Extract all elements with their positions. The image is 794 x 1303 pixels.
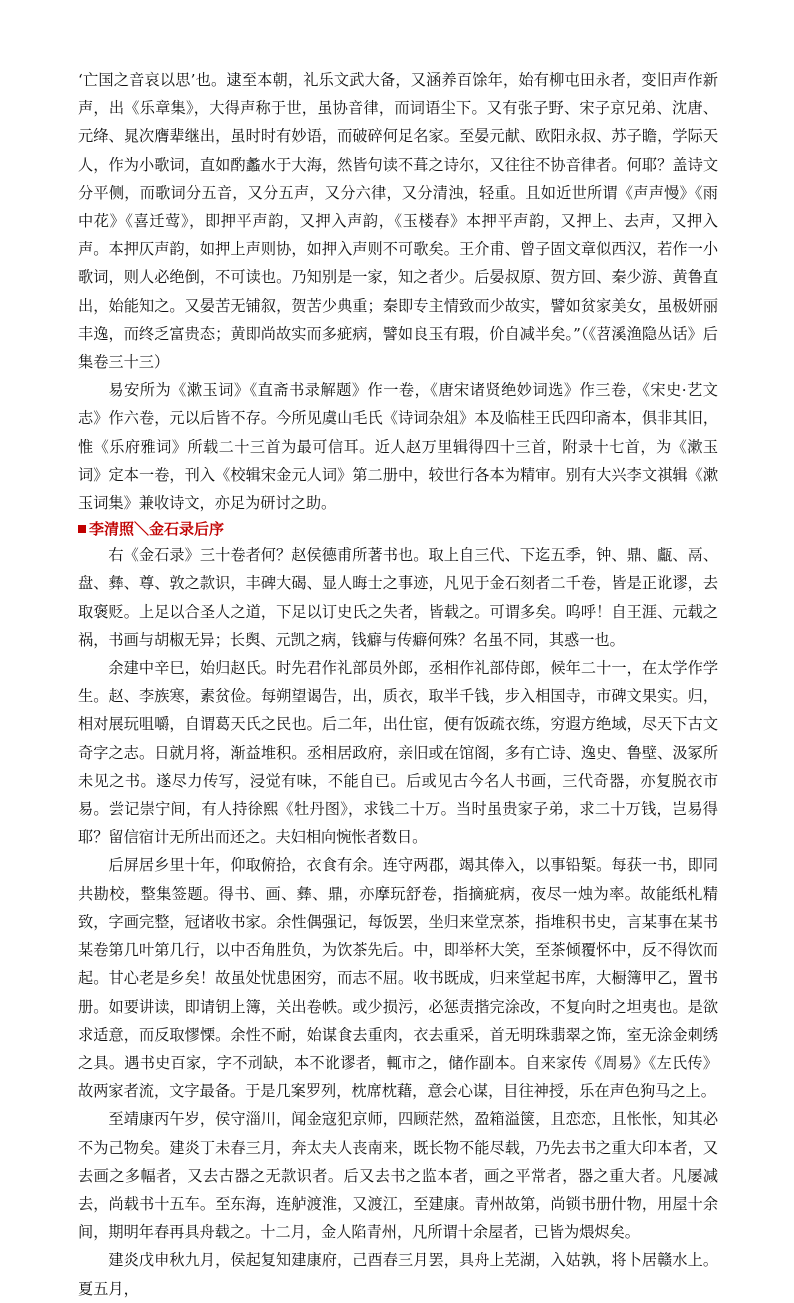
paragraph: 至靖康丙午岁，侯守淄川，闻金寇犯京师，四顾茫然，盈箱溢箧，且恋恋，且怅怅，知其必不为己物矣。建炎丁未春三月，奔太夫人丧南来，既长物不能尽载，乃先去书之重大印本者，又去画之多幅者，又去古器之无款识者。后又去书之监本者，画之平常者，器之重大者。凡屡减去，尚载书十五车。至东海，连舻渡淮，又渡江，至建康。青州故第，尚锁书册什物，用屋十余间，期明年春再具舟载之。十二月，金人陷青州，凡所谓十余屋者，已皆为煨烬矣。: [78, 1110, 718, 1242]
section-heading-text: 李清照＼金石录后序: [89, 520, 225, 539]
paragraph-quote-end: ‘亡国之音哀以思’也。逮至本朝，礼乐文武大备，又涵养百馀年，始有柳屯田永者，变旧声作新声，出《乐章集》，大得声称于世，虽协音律，而词语尘下。又有张子野、宋子京兄弟、沈唐、元绛、晁次膺辈继出，虽时时有妙语，而破碎何足名家。至晏元献、欧阳永叔、苏子瞻，学际天人，作为小歌词，直如酌蠡水于大海，然皆句读不葺之诗尔，又往往不协音律者。何耶？盖诗文分平侧，而歌词分五音，又分五声，又分六律，又分清浊，轻重。且如近世所谓《声声慢》《雨中花》《喜迁莺》，即押平声韵，又押入声韵，《玉楼春》本押平声韵，又押上、去声，又押入声。本押仄声韵，如押上声则协，如押入声则不可歌矣。王介甫、曾子固文章似西汉，若作一小歌词，则人必绝倒，不可读也。乃知别是一家，知之者少。后晏叔原、贺方回、秦少游、黄鲁直出，始能知之。又晏苦无铺叙，贺苦少典重；秦即专主情致而少故实，譬如贫家美女，虽极妍丽丰逸，而终乏富贵态；黄即尚故实而多疵病，譬如良玉有瑕，价自减半矣。”（《苕溪渔隐丛话》后集卷三十三）: [78, 71, 718, 372]
paragraph: 后屏居乡里十年，仰取俯拾，衣食有余。连守两郡，竭其俸入，以事铅椠。每获一书，即同共勘校，整集签题。得书、画、彝、鼎，亦摩玩舒卷，指摘疵病，夜尽一烛为率。故能纸札精致，字画完整，冠诸收书家。余性偶强记，每饭罢，坐归来堂烹茶，指堆积书史，言某事在某书某卷第几叶第几行，以中否角胜负，为饮茶先后。中，即举杯大笑，至茶倾覆怀中，反不得饮而起。甘心老是乡矣！故虽处忧患困穷，而志不屈。收书既成，归来堂起书库，大橱簿甲乙，置书册。如要讲读，即请钥上簿，关出卷帙。或少损污，必惩责揩完涂改，不复向时之坦夷也。是欲求适意，而反取憀慄。余性不耐，始谋食去重肉，衣去重采，首无明珠翡翠之饰，室无涂金刺绣之具。遇书史百家，字不刓缺，本不讹谬者，輒市之，储作副本。自来家传《周易》《左氏传》故两家者流，文字最备。于是几案罗列，枕席枕藉，意会心谋，目往神授，乐在声色狗马之上。: [78, 856, 718, 1101]
paragraph-editions: 易安所为《漱玉词》《直斋书录解题》作一卷，《唐宋诸贤绝妙词选》作三卷，《宋史·艺文志》作六卷，元以后皆不存。今所见虞山毛氏《诗词杂俎》本及临桂王氏四印斋本，俱非其旧，惟《乐府雅词》所载二十三首为最可信耳。近人赵万里辑得四十三首，附录十七首，为《漱玉词》定本一卷，刊入《校辑宋金元人词》第二册中，较世行各本为精审。别有大兴李文祺辑《漱玉词集》兼收诗文，亦足为研讨之助。: [78, 381, 718, 513]
paragraph: 右《金石录》三十卷者何？赵侯德甫所著书也。取上自三代、下迄五季，钟、鼎、甗、鬲、盘、彝、尊、敦之款识，丰碑大碣、显人晦士之事迹，凡见于金石刻者二千卷，皆是正讹谬，去取褒贬。上足以合圣人之道，下足以订史氏之失者，皆载之。可谓多矣。呜呼！自王涯、元载之祸，书画与胡椒无异；长舆、元凯之病，钱癖与传癖何殊？名虽不同，其惑一也。: [78, 546, 718, 649]
square-bullet-icon: [78, 525, 86, 533]
paragraph: 建炎戊申秋九月，侯起复知建康府，己酉春三月罢，具舟上芜湖，入姑孰，将卜居赣水上。夏五月，: [78, 1251, 718, 1298]
section-heading: [78, 517, 718, 541]
paragraph: 余建中辛巳，始归赵氏。时先君作礼部员外郎，丞相作礼部侍郎，候年二十一，在太学作学生。赵、李族寒，素贫俭。每朔望谒告，出，质衣，取半千钱，步入相国寺，市碑文果实。归，相对展玩咀嚼，自谓葛天氏之民也。后二年，出仕宦，便有饭疏衣练，穷遐方绝域，尽天下古文奇字之志。日就月将，渐益堆积。丞相居政府，亲旧或在馆阁，多有亡诗、逸史、鲁壁、汲冢所未见之书。遂尽力传写，浸觉有味，不能自已。后或见古今名人书画，三代奇器，亦复脱衣市易。尝记崇宁间，有人持徐熙《牡丹图》，求钱二十万。当时虽贵家子弟，求二十万钱，岂易得耶？留信宿计无所出而还之。夫妇相向惋怅者数日。: [78, 659, 718, 847]
document-page: [78, 66, 718, 1303]
